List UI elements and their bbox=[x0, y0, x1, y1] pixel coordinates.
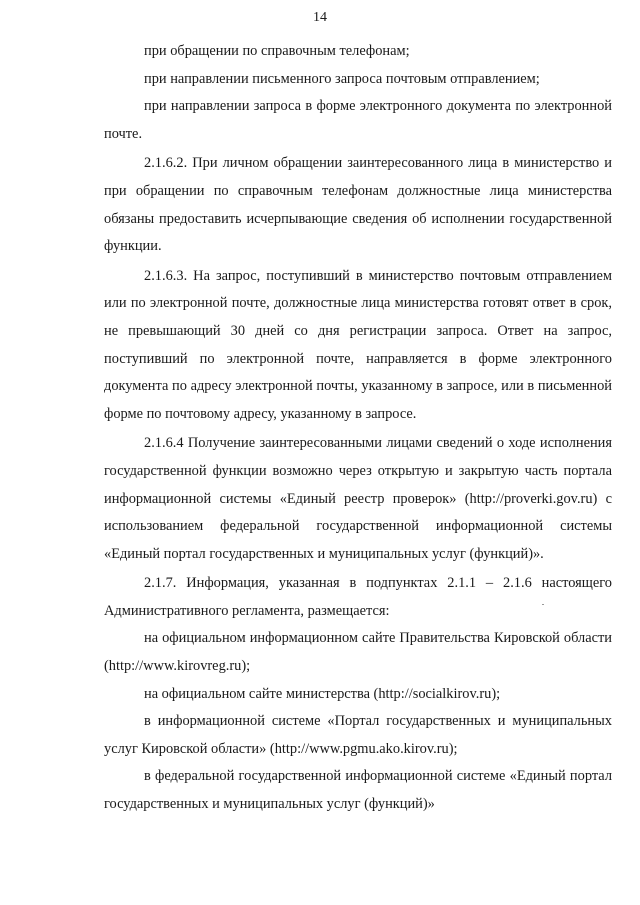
scan-speck bbox=[542, 604, 544, 605]
paragraph-2-1-7: 2.1.7. Информация, указанная в подпунктах 2.1.1 – 2.1.6 настоящего Административного регламента, размещается: bbox=[104, 575, 612, 619]
paragraph-federal-portal: в федеральной государственной информационной системе «Единый портал государственных и муниципальных услуг (функций)» bbox=[104, 768, 612, 813]
paragraph-ministry-site: на официальном сайте министерства (http://socialkirov.ru); bbox=[144, 685, 501, 702]
page-number: 14 bbox=[313, 10, 327, 25]
paragraph-2-1-6-2: 2.1.6.2. При личном обращении заинтересованного лица в министерство и при обращении по справочным телефонам должностные лица министерства обязаны предоставить исчерпывающие сведения об исполнении государственной функции. bbox=[104, 155, 612, 255]
paragraph-2-1-6-4: 2.1.6.4 Получение заинтересованными лицами сведений о ходе исполнения государственной функции возможно через открытую и закрытую часть портала информационной системы «Единый реестр проверок» (http://proverki.gov.ru) с использованием федеральной государственной информационной системы «Единый портал государственных и муниципальных услуг (функций)». bbox=[104, 435, 612, 562]
paragraph-email-request: при направлении запроса в форме электронного документа по электронной почте. bbox=[104, 98, 612, 142]
paragraph-regional-portal: в информационной системе «Портал государственных и муниципальных услуг Кировской области» (http://www.pgmu.ako.kirov.ru); bbox=[104, 713, 612, 757]
paragraph-postal-request: при направлении письменного запроса почтовым отправлением; bbox=[144, 70, 540, 87]
paragraph-2-1-6-3: 2.1.6.3. На запрос, поступивший в министерство почтовым отправлением или по электронной почте, должностные лица министерства готовят ответ в срок, не превышающий 30 дней со дня регистрации запроса. Ответ на запрос, поступивший по электронной почте, направляется в форме электронного документа по адресу электронной почты, указанному в запросе, или в письменной форме по почтовому адресу, указанному в запросе. bbox=[104, 267, 612, 422]
document-body bbox=[104, 38, 612, 819]
paragraph-phone-inquiry: при обращении по справочным телефонам; bbox=[144, 43, 410, 59]
paragraph-government-site: на официальном информационном сайте Правительства Кировской области (http://www.kirovreg.ru); bbox=[104, 630, 612, 675]
